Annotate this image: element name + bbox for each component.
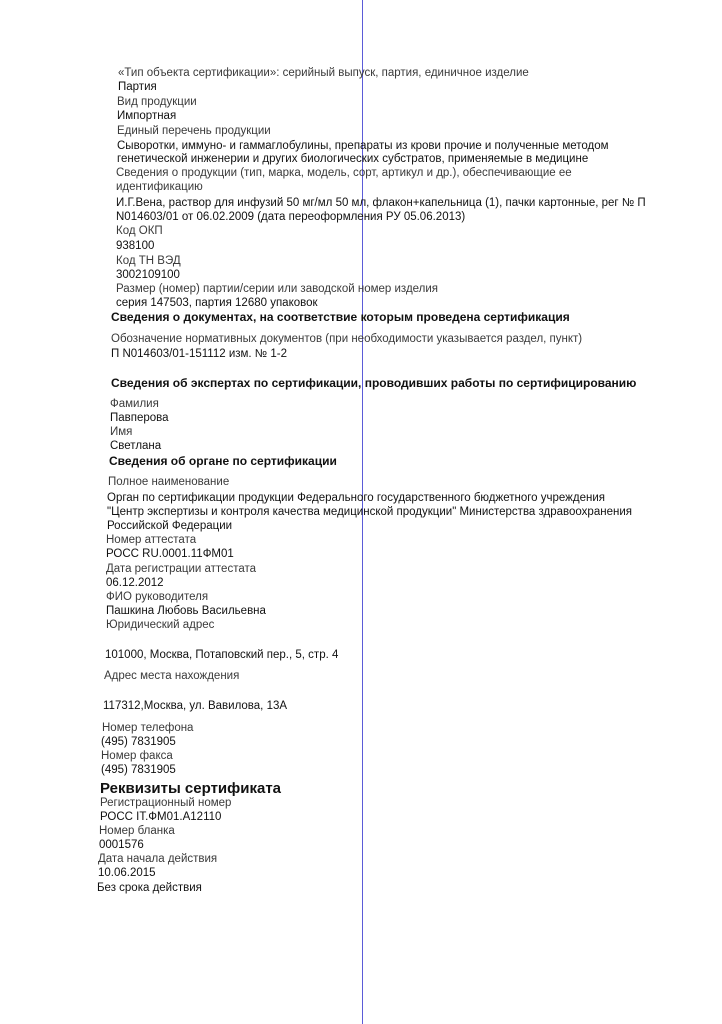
- start-value: 10.06.2015: [98, 867, 156, 879]
- body-heading: Сведения об органе по сертификации: [109, 454, 337, 468]
- tn-ved-value: 3002109100: [116, 269, 180, 281]
- attestat-value: РОСС RU.0001.11ФМ01: [106, 548, 234, 560]
- experts-heading: Сведения об экспертах по сертификации, проводивших работы по сертифицированию: [111, 376, 637, 390]
- start-label: Дата начала действия: [98, 853, 218, 865]
- surname-label: Фамилия: [110, 398, 159, 410]
- object-type-label: «Тип объекта сертификации»: серийный выпуск, партия, единичное изделие: [118, 67, 529, 79]
- batch-value: серия 147503, партия 12680 упаковок: [116, 297, 318, 309]
- documents-label: Обозначение нормативных документов (при необходимости указывается раздел, пункт): [111, 333, 583, 345]
- term-value: Без срока действия: [97, 882, 202, 894]
- reg-number-label: Регистрационный номер: [100, 797, 232, 809]
- blank-label: Номер бланка: [99, 825, 175, 837]
- legal-address-label: Юридический адрес: [106, 619, 215, 631]
- name-value: Светлана: [110, 440, 162, 452]
- full-name-line2: "Центр экспертизы и контроля качества медицинской продукции" Министерства здравоохранения: [107, 506, 632, 518]
- head-value: Пашкина Любовь Васильевна: [106, 605, 266, 617]
- attestat-label: Номер аттестата: [106, 534, 197, 546]
- phone-label: Номер телефона: [102, 722, 194, 734]
- phone-value: (495) 7831905: [101, 736, 176, 748]
- reg-date-label: Дата регистрации аттестата: [106, 563, 257, 575]
- surname-value: Павперова: [110, 412, 169, 424]
- documents-value: П N014603/01-151112 изм. № 1-2: [111, 348, 287, 360]
- product-list-label: Единый перечень продукции: [117, 125, 271, 137]
- full-name-line3: Российской Федерации: [107, 520, 233, 532]
- head-label: ФИО руководителя: [106, 591, 209, 603]
- certificate-heading: Реквизиты сертификата: [100, 780, 282, 797]
- product-list-value-line1: Сыворотки, иммуно- и гаммаглобулины, препараты из крови прочие и полученные методом: [117, 140, 609, 152]
- batch-label: Размер (номер) партии/серии или заводской номер изделия: [116, 283, 439, 295]
- product-info-value-line2: N014603/01 от 06.02.2009 (дата переоформления РУ 05.06.2013): [116, 211, 466, 223]
- location-label: Адрес места нахождения: [104, 670, 240, 682]
- fax-value: (495) 7831905: [101, 764, 176, 776]
- name-label: Имя: [110, 426, 133, 438]
- product-info-value-line1: И.Г.Вена, раствор для инфузий 50 мг/мл 50 мл, флакон+капельница (1), пачки картонные, рег № П: [116, 197, 646, 209]
- fax-label: Номер факса: [101, 750, 173, 762]
- legal-address-value: 101000, Москва, Потаповский пер., 5, стр. 4: [105, 649, 339, 661]
- product-list-value-line2: генетической инженерии и других биологических субстратов, применяемые в медицине: [117, 153, 589, 165]
- full-name-label: Полное наименование: [108, 476, 230, 488]
- reg-number-value: РОСС IT.ФМ01.А12110: [100, 811, 222, 823]
- product-kind-label: Вид продукции: [117, 96, 197, 108]
- product-kind-value: Импортная: [117, 110, 177, 122]
- object-type-value: Партия: [118, 81, 157, 93]
- okp-label: Код ОКП: [116, 225, 163, 237]
- full-name-line1: Орган по сертификации продукции Федерального государственного бюджетного учреждения: [107, 492, 605, 504]
- product-info-label-line1: Сведения о продукции (тип, марка, модель, сорт, артикул и др.), обеспечивающие ее: [116, 167, 572, 179]
- product-info-label-line2: идентификацию: [116, 181, 203, 193]
- reg-date-value: 06.12.2012: [106, 577, 164, 589]
- okp-value: 938100: [116, 240, 155, 252]
- tn-ved-label: Код ТН ВЭД: [116, 255, 181, 267]
- blank-value: 0001576: [99, 839, 144, 851]
- documents-heading: Сведения о документах, на соответствие которым проведена сертификация: [111, 310, 570, 324]
- location-value: 117312,Москва, ул. Вавилова, 13А: [103, 700, 288, 712]
